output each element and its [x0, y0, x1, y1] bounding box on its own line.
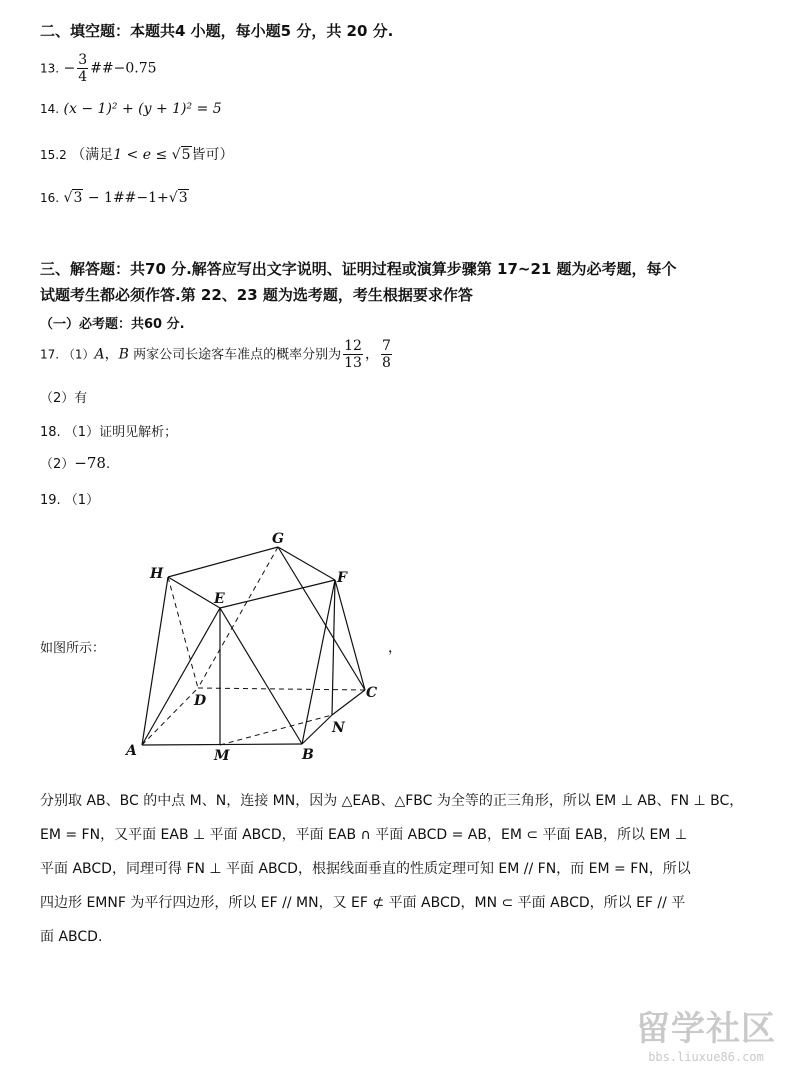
q14-number: 14. — [40, 102, 60, 116]
label-e: E — [214, 591, 225, 607]
label-f: F — [337, 570, 347, 586]
q19-part1: 19. （1） — [40, 493, 100, 508]
q15-note-pre: （满足 — [71, 147, 114, 163]
label-g: G — [272, 531, 284, 547]
q18-part2-value: −78 — [74, 454, 106, 472]
q16-term2: −1+ — [136, 190, 169, 206]
q13-frac-den: 4 — [78, 69, 88, 85]
q15-note-post: 皆可） — [191, 147, 234, 163]
proof-line1: 分别取 AB、BC 的中点 M、N，连接 MN，因为 △EAB、△FBC 为全等的正三角形，所以 EM ⊥ AB、FN ⊥ BC， — [40, 793, 744, 809]
q15-sqrt: √5 — [171, 147, 191, 163]
q13-number: 13. — [40, 61, 60, 76]
label-b: B — [302, 747, 314, 763]
q17-part2: （2）有 — [40, 391, 88, 406]
q16-radicand2: 3 — [178, 190, 188, 206]
q18-part2-prefix: （2） — [40, 457, 75, 472]
q16-sqrt2: √3 — [168, 190, 188, 206]
q17-company-a: A — [94, 346, 105, 363]
figure-caption: 如图所示： — [40, 641, 106, 656]
label-m: M — [214, 748, 230, 764]
q16-radicand1: 3 — [73, 190, 83, 206]
q17-fraction2 — [381, 338, 392, 371]
q17-f2-den: 8 — [381, 355, 391, 371]
label-a: A — [126, 743, 137, 759]
q13-frac-num: 3 — [78, 52, 88, 68]
proof-line2: EM = FN，又平面 EAB ⊥ 平面 ABCD，平面 EAB ∩ 平面 ABCD = AB，EM ⊂ 平面 EAB，所以 EM ⊥ — [40, 827, 688, 843]
q15-radicand: 5 — [181, 147, 191, 163]
q17-f1-num: 12 — [344, 338, 362, 354]
q17-comma1: ， — [104, 346, 119, 363]
proof-paragraph — [40, 784, 760, 954]
q17-part1 — [40, 338, 394, 371]
q13-answer — [40, 52, 157, 85]
label-c: C — [366, 685, 378, 701]
q18-part2-period: . — [105, 457, 111, 472]
q18-part2 — [40, 453, 110, 472]
q17-f1-den: 13 — [344, 355, 362, 371]
q13-alt: −0.75 — [113, 60, 157, 77]
q16-answer — [40, 190, 189, 206]
q15-condition: 1 < e ≤ — [113, 147, 172, 163]
label-h: H — [150, 566, 164, 582]
q15-value: 2 — [59, 148, 67, 162]
q16-sqrt1: √3 — [63, 190, 83, 206]
q13-neg: − — [63, 60, 76, 77]
q16-number: 16. — [40, 191, 60, 205]
section3-subheading: （一）必考题：共60 分. — [40, 317, 185, 332]
q17-company-b: B — [118, 346, 129, 363]
q15-answer — [40, 144, 234, 164]
q14-expr: (x − 1)² + (y + 1)² = 5 — [63, 101, 222, 117]
q13-sep: ## — [90, 60, 114, 77]
geometry-figure — [120, 525, 390, 765]
label-d: D — [194, 693, 207, 709]
section3-heading-line2: 试题考生都必须作答.第 22、23 题为选考题，考生根据要求作答 — [40, 286, 473, 304]
q17-text: 两家公司长途客车准点的概率分别为 — [128, 347, 342, 363]
q16-term1: − 1 — [83, 190, 113, 206]
label-n: N — [332, 720, 345, 736]
q17-f2-num: 7 — [381, 338, 391, 354]
watermark-url: bbs.liuxue86.com — [648, 1050, 764, 1064]
q17-fraction1 — [343, 338, 363, 371]
q18-part1: 18. （1）证明见解析； — [40, 425, 178, 440]
figure-solid-edges — [142, 547, 365, 745]
proof-line5: 面 ABCD. — [40, 929, 103, 945]
q14-answer — [40, 101, 222, 117]
section3-heading-line1: 三、解答题：共70 分.解答应写出文字说明、证明过程或演算步骤第 17~21 题为必考题，每个 — [40, 260, 677, 278]
proof-line4: 四边形 EMNF 为平行四边形，所以 EF // MN，又 EF ⊄ 平面 ABCD，MN ⊂ 平面 ABCD，所以 EF // 平 — [40, 895, 686, 911]
figure-trailing-comma: ， — [388, 640, 402, 656]
q17-comma2: ， — [364, 346, 379, 363]
q13-fraction — [77, 52, 88, 85]
watermark-title: 留学社区 — [636, 1009, 776, 1049]
q16-sep: ## — [112, 190, 137, 206]
section2-heading: 二、填空题：本题共4 小题，每小题5 分，共 20 分. — [40, 22, 394, 40]
proof-line3: 平面 ABCD，同理可得 FN ⊥ 平面 ABCD，根据线面垂直的性质定理可知 EM // FN，而 EM = FN，所以 — [40, 861, 691, 877]
watermark — [636, 1001, 776, 1064]
q15-number: 15. — [40, 148, 60, 162]
q17-prefix: 17. （1） — [40, 347, 95, 362]
